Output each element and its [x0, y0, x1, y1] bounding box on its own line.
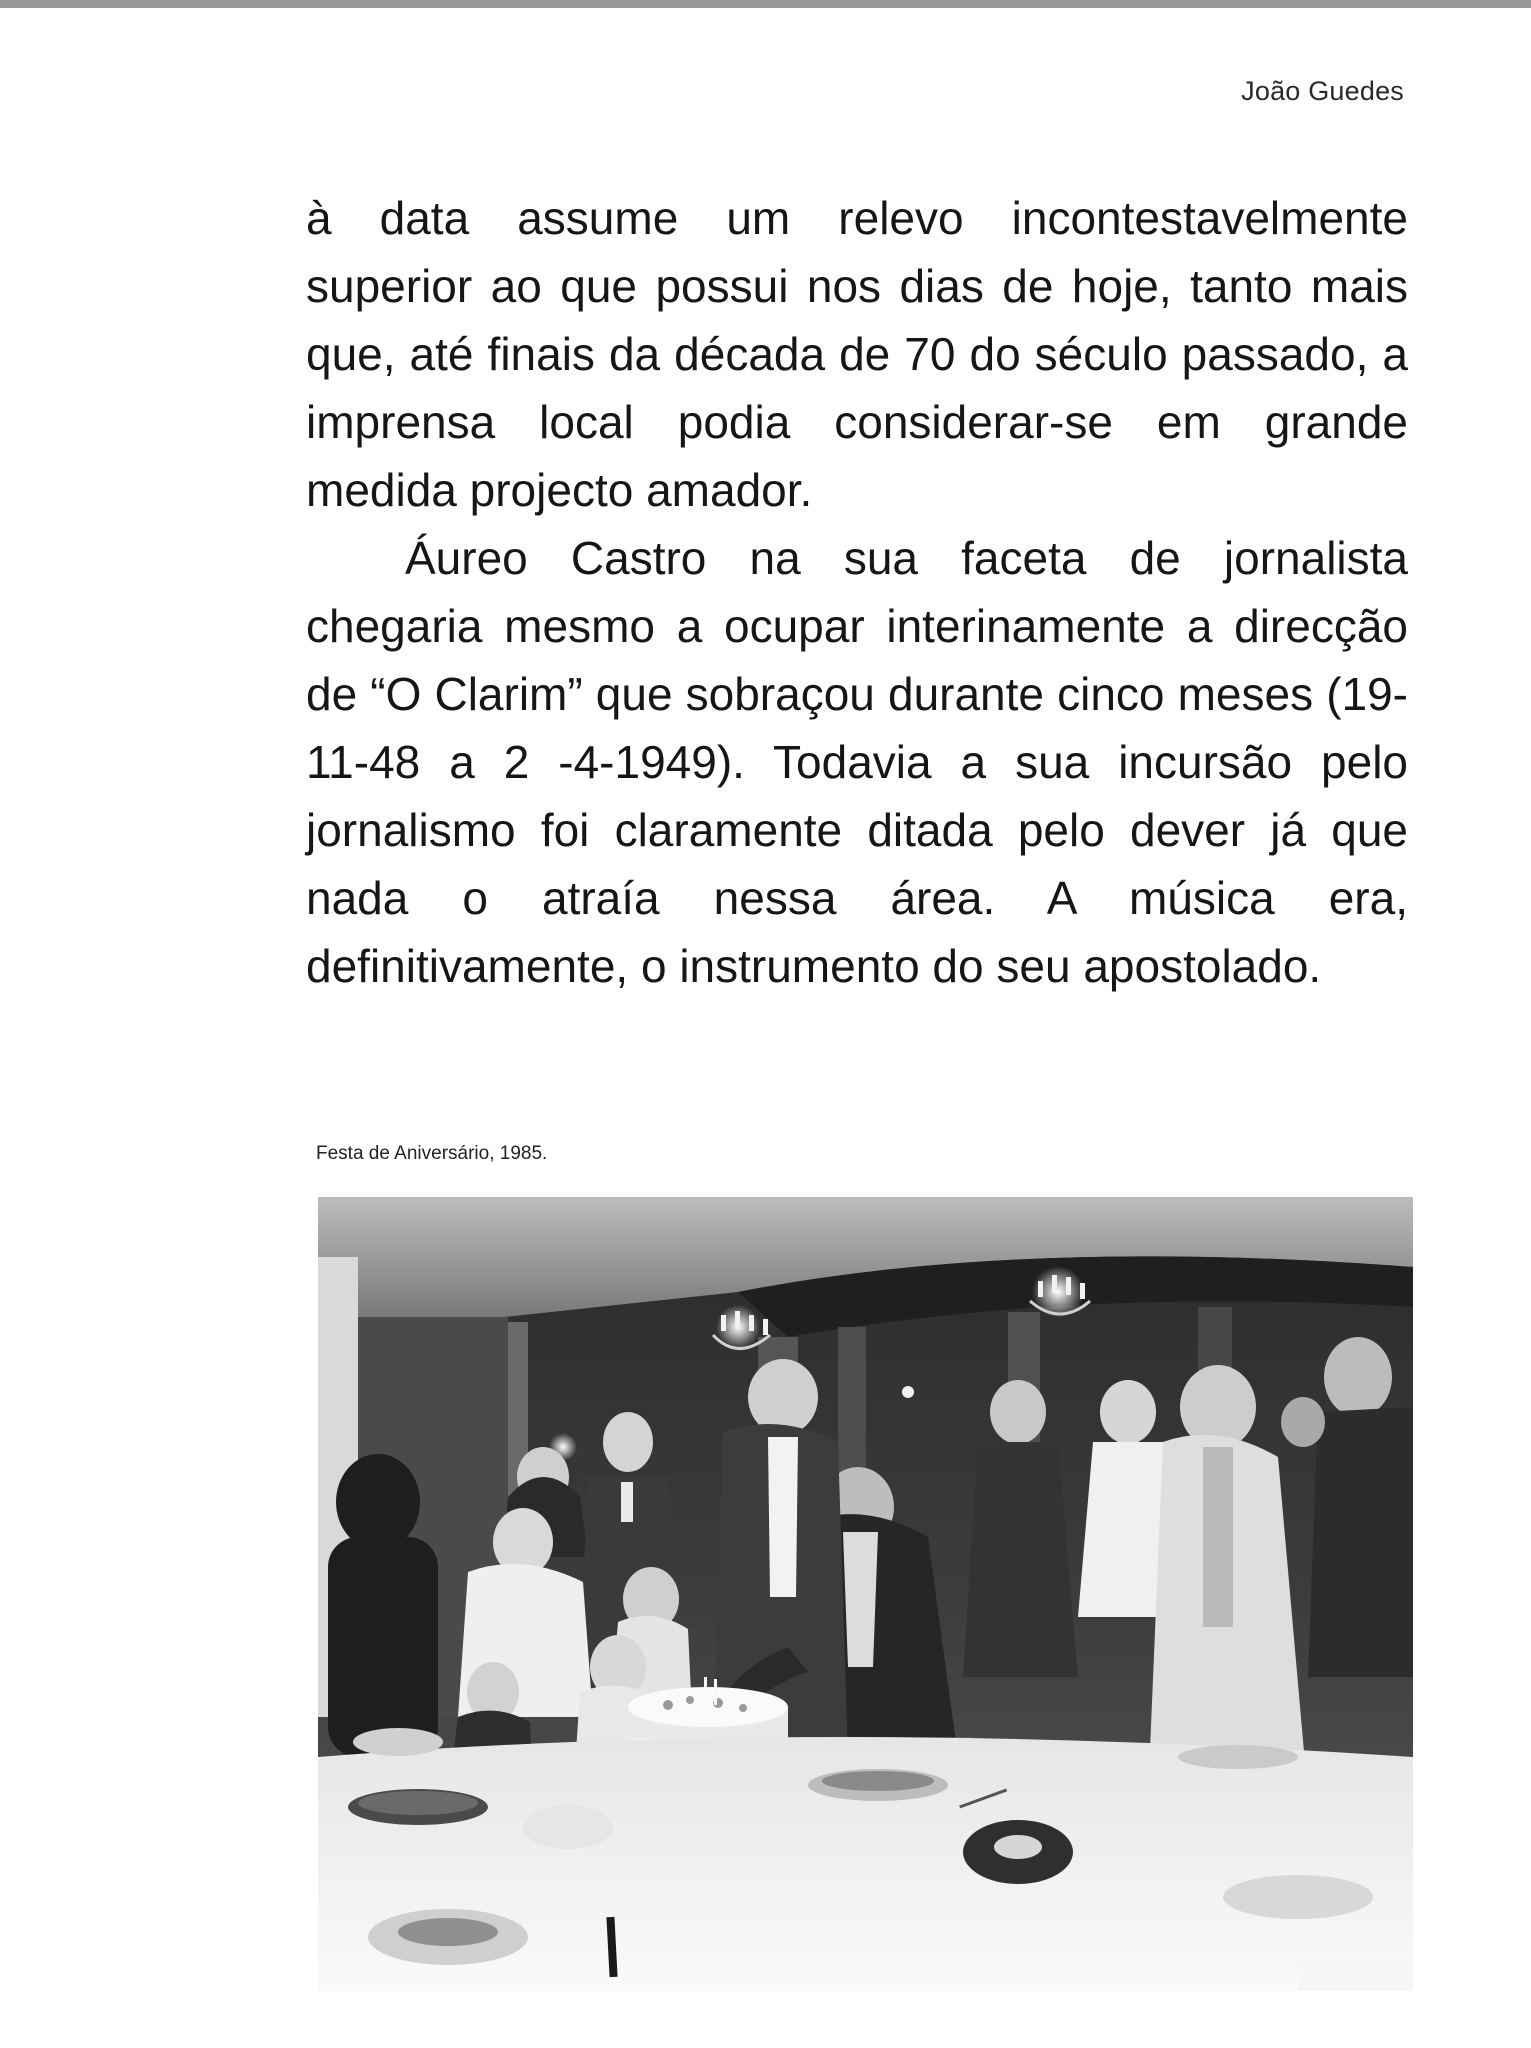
- page-top-edge: [0, 0, 1531, 8]
- figure-caption: Festa de Aniversário, 1985.: [316, 1143, 548, 1164]
- body-text: [306, 184, 1408, 1000]
- birthday-party-photo: [318, 1197, 1413, 1991]
- paragraph-1: à data assume um relevo incontestavelmente superior ao que possui nos dias de hoje, tanto mais que, até finais da década de 70 do século passado, a imprensa local podia considerar-se em grande medida projecto amador.: [306, 192, 1408, 516]
- running-header-author: João Guedes: [1241, 76, 1404, 106]
- paragraph-2: Áureo Castro na sua faceta de jornalista chegaria mesmo a ocupar interinamente a direcção de “O Clarim” que sobraçou durante cinco meses (19-11-48 a 2 -4-1949). Todavia a sua incursão pelo jornalismo foi claramente ditada pelo dever já que nada o atraía nessa área. A música era, definitivamente, o instrumento do seu apostolado.: [306, 532, 1408, 992]
